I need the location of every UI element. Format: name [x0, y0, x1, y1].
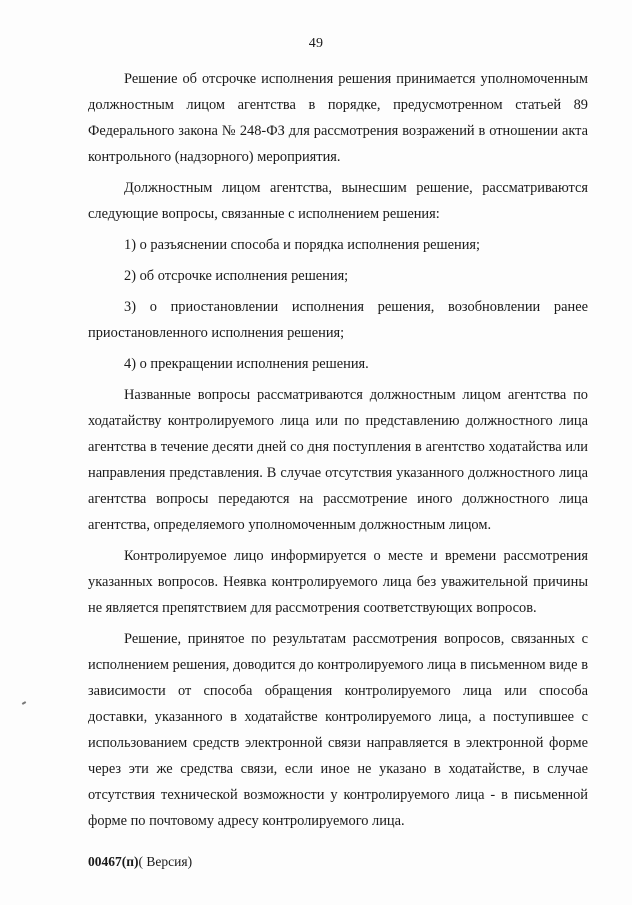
footer-version: ( Версия): [138, 854, 193, 869]
list-item-3: 3) о приостановлении исполнения решения, возобновлении ранее приостановленного исполнения решения;: [88, 299, 588, 341]
list-item-4: 4) о прекращении исполнения решения.: [124, 356, 369, 372]
margin-mark: [22, 701, 26, 705]
paragraph-notification: Контролируемое лицо информируется о месте и времени рассмотрения указанных вопросов. Неявка контролируемого лица без уважительной причины не является препятствием для рассмотрения соответствующих вопросов.: [88, 548, 588, 616]
paragraph-review-terms: Названные вопросы рассматриваются должностным лицом агентства по ходатайству контролируемого лица или по представлению должностного лица агентства в течение десяти дней со дня поступления в агентство ходатайства или направления представления. В случае отсутствия указанного должностного лица агентства вопросы передаются на рассмотрение иного должностного лица агентства, определяемого уполномоченным должностным лицом.: [88, 387, 588, 533]
paragraph-delivery-of-decision: Решение, принятое по результатам рассмотрения вопросов, связанных с исполнением решения, доводится до контролируемого лица в письменном виде в зависимости от способа обращения контролируемого лица или способа доставки, указанного в ходатайстве контролируемого лица, а поступившее с использованием средств электронной связи направляется в электронной форме через эти же средства связи, если иное не указано в ходатайстве, в случае отсутствия технической возможности у контролируемого лица - в письменной форме по почтовому адресу контролируемого лица.: [88, 631, 588, 829]
footer-code: 00467(п): [88, 854, 139, 869]
list-item-1: 1) о разъяснении способа и порядка исполнения решения;: [124, 237, 481, 253]
paragraph-questions-intro: Должностным лицом агентства, вынесшим решение, рассматриваются следующие вопросы, связанные с исполнением решения:: [88, 180, 588, 222]
footer-document-code: [88, 854, 192, 870]
paragraph-deferral-decision: Решение об отсрочке исполнения решения принимается уполномоченным должностным лицом агентства в порядке, предусмотренном статьей 89 Федерального закона № 248-ФЗ для рассмотрения возражений в отношении акта контрольного (надзорного) мероприятия.: [88, 71, 588, 165]
page-number: 49: [308, 36, 324, 51]
list-item-2: 2) об отсрочке исполнения решения;: [124, 268, 349, 284]
document-body: [88, 66, 588, 839]
